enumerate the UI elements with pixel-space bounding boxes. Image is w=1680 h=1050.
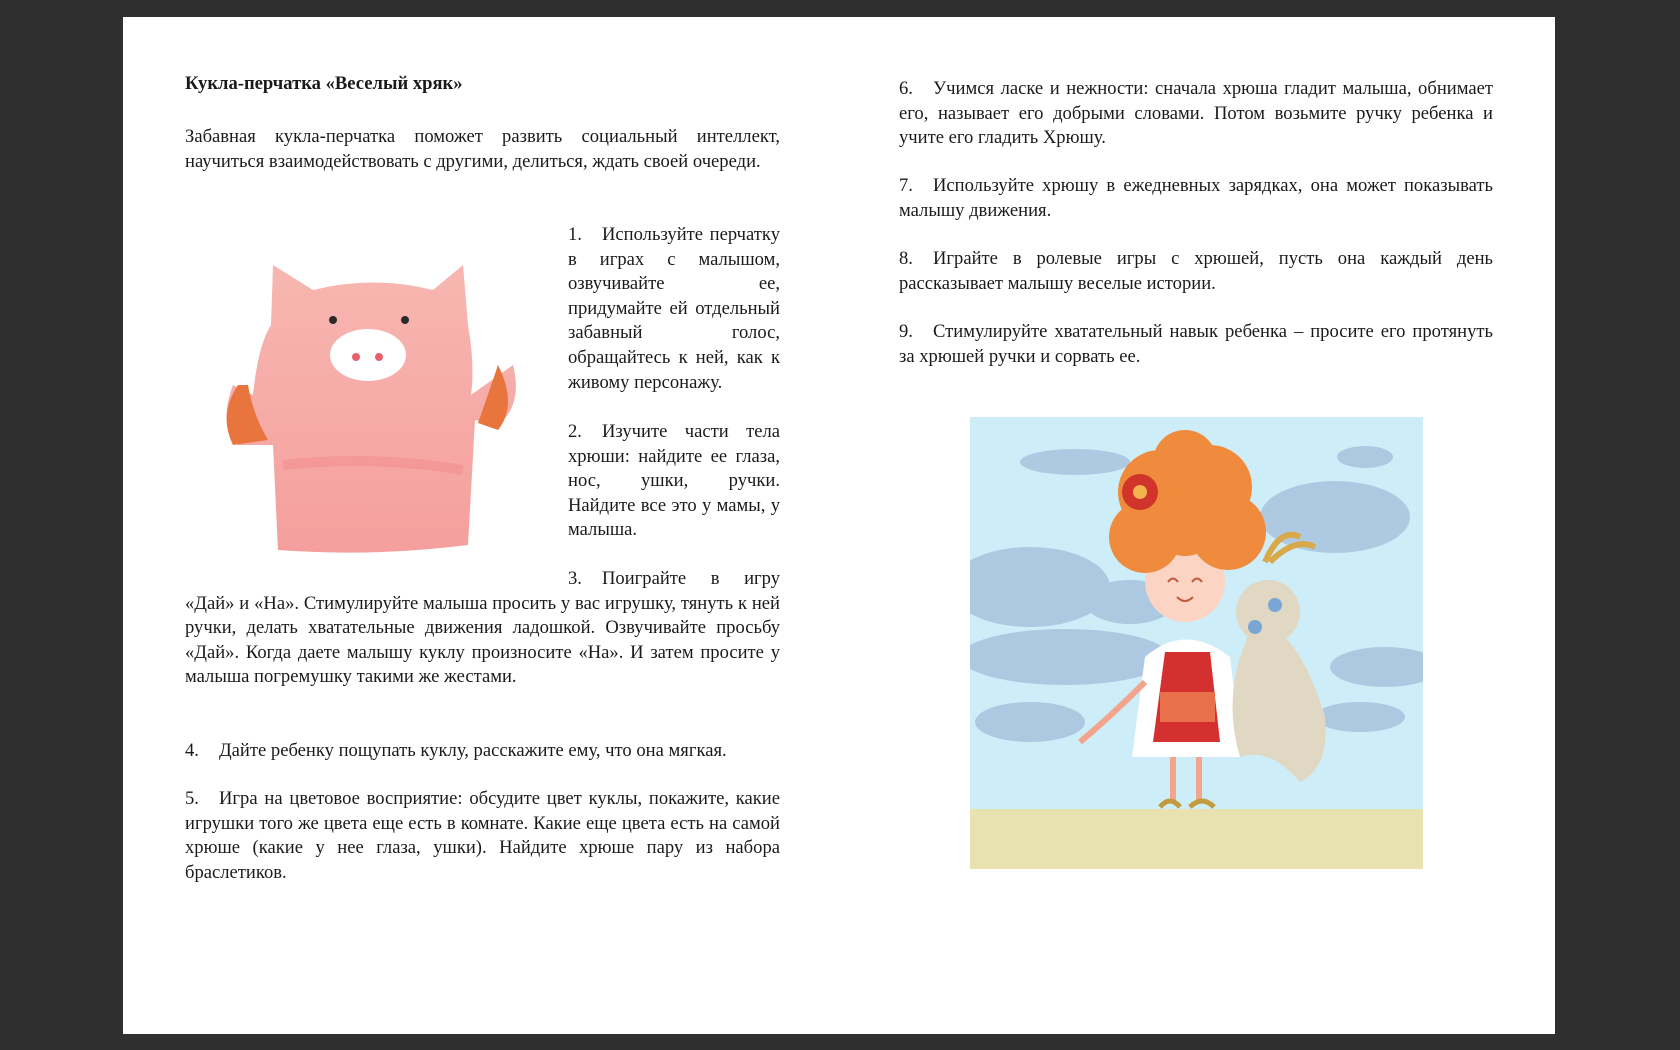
intro-paragraph: Забавная кукла-перчатка поможет развить социальный интеллект, научиться взаимодействовать с другими, делиться, ждать своей очереди. xyxy=(185,126,780,172)
list-item-7 xyxy=(899,174,1493,223)
item-text: Стимулируйте хватательный навык ребенка – просите его протянуть за хрюшей ручки и сорвать ее. xyxy=(899,321,1493,367)
ground xyxy=(970,809,1423,869)
item-text: Используйте перчатку в играх с малышом, озвучивайте ее, придумайте ей отдельный забавный голос, обращайтесь к ней, как к живому персонажу. xyxy=(568,224,780,393)
list-item-9 xyxy=(899,320,1493,369)
item-number: 2. xyxy=(568,421,582,442)
book-spread xyxy=(123,17,1555,1034)
item-number: 5. xyxy=(185,788,199,809)
pig-eye xyxy=(329,316,337,324)
pig-snout xyxy=(330,329,406,381)
list-item-3 xyxy=(185,567,780,690)
item-text: Играйте в ролевые игры с хрюшей, пусть она каждый день рассказывает малышу веселые истории. xyxy=(899,248,1493,294)
section-title: Кукла-перчатка «Веселый хряк» xyxy=(185,73,463,94)
pig-eye xyxy=(401,316,409,324)
item-text: Используйте хрюшу в ежедневных зарядках, она может показывать малышу движения. xyxy=(899,175,1493,221)
item-text: Игра на цветовое восприятие: обсудите цвет куклы, покажите, какие игрушки того же цвета еще есть в комнате. Какие еще цвета есть на самой хрюше (какие у нее глаза, ушки). Найдите хрюше пару из набора браслетиков. xyxy=(185,788,780,883)
item-text: Учимся ласке и нежности: сначала хрюша гладит малыша, обнимает его, называет его добрыми словами. Потом возьмите ручку ребенка и учите его гладить Хрюшу. xyxy=(899,78,1493,149)
list-item-1 xyxy=(568,223,780,395)
list-item-2 xyxy=(568,420,780,543)
item-number: 7. xyxy=(899,175,913,196)
list-item-6 xyxy=(899,77,1493,151)
list-item-5 xyxy=(185,787,780,885)
list-item-4 xyxy=(185,739,780,764)
pig-body xyxy=(227,265,516,553)
item-number: 6. xyxy=(899,78,913,99)
item-text: Изучите части тела хрюши: найдите ее глаза, нос, ушки, ручки. Найдите все это у мамы, у малыша. xyxy=(568,421,780,541)
item-number: 9. xyxy=(899,321,913,342)
item-text: Поиграйте в игру «Дай» и «На». Стимулируйте малыша просить у вас игрушку, тянуть к ней ручки, делать хватательные движения ладошкой. Озвучивайте просьбу «Дай». Когда даете малышу куклу произносите «На». И затем просите у малыша погремушку такими же жестами. xyxy=(185,568,780,688)
pig-glove-puppet-illustration xyxy=(213,245,543,585)
item-text: Дайте ребенку пощупать куклу, расскажите ему, что она мягкая. xyxy=(219,740,727,761)
item-number: 3. xyxy=(568,568,582,589)
list-item-8 xyxy=(899,247,1493,296)
item-number: 1. xyxy=(568,224,582,245)
item-number: 4. xyxy=(185,740,199,761)
girl-with-doll-illustration xyxy=(970,417,1423,869)
item-number: 8. xyxy=(899,248,913,269)
